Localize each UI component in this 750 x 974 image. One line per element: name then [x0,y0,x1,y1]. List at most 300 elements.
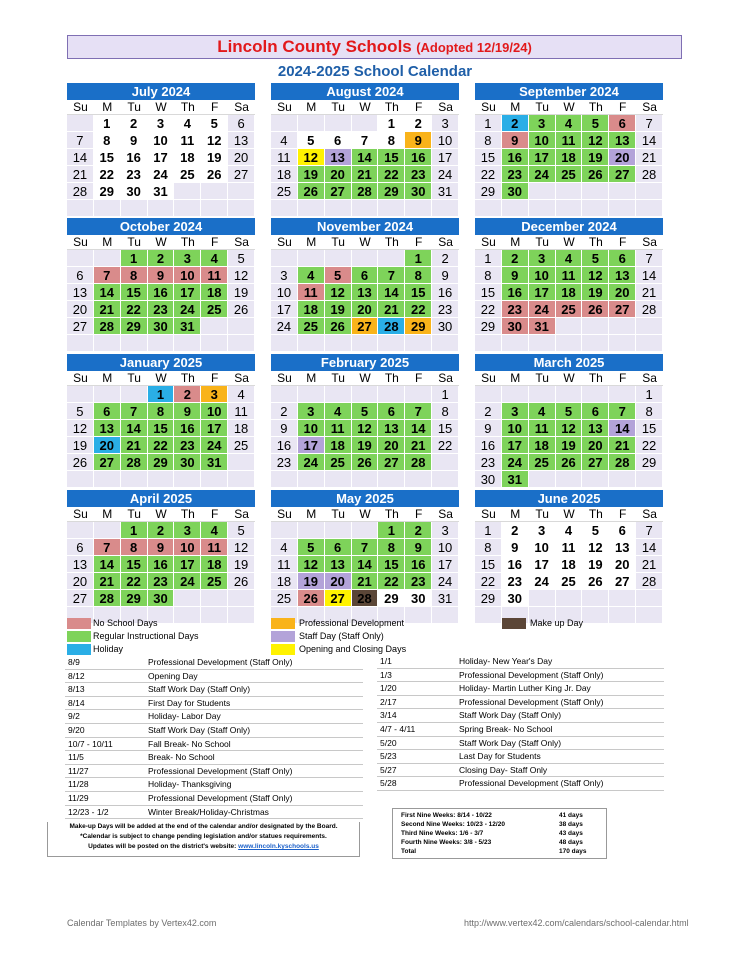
day-cell: 20 [609,556,636,573]
event-row [65,751,363,765]
day-cell: 7 [609,403,636,420]
day-cell: 5 [228,250,255,267]
day-cell: 6 [582,403,609,420]
day-cell: 13 [325,149,352,166]
day-cell: 9 [432,267,459,284]
empty-cell [148,471,175,488]
weekday-header: Su [67,507,94,522]
month-grid [475,100,663,217]
empty-cell [556,183,583,200]
day-cell: 5 [298,539,325,556]
day-cell: 20 [228,149,255,166]
day-cell: 28 [352,590,379,607]
day-cell: 7 [378,267,405,284]
empty-cell [271,250,298,267]
day-cell: 2 [271,403,298,420]
day-cell: 1 [475,522,502,539]
event-row [65,710,363,724]
makeup-note [47,822,360,857]
event-row [377,696,664,710]
day-cell: 22 [378,166,405,183]
day-cell: 23 [271,454,298,471]
empty-cell [201,318,228,335]
weekday-header: Th [582,235,609,250]
day-cell: 7 [67,132,94,149]
day-cell: 17 [529,149,556,166]
month-calendar [271,218,459,352]
weekday-header: M [502,235,529,250]
day-cell: 12 [298,556,325,573]
period-label: Fourth Nine Weeks: 3/8 - 5/23 [401,839,492,846]
day-cell: 20 [609,284,636,301]
event-row [65,765,363,779]
day-cell: 25 [271,183,298,200]
day-cell: 11 [325,420,352,437]
day-cell: 2 [502,250,529,267]
day-cell: 3 [271,267,298,284]
weekday-header: W [556,371,583,386]
weekday-header: Tu [529,235,556,250]
day-cell: 14 [67,149,94,166]
event-date: 8/13 [68,684,85,695]
day-cell: 3 [529,115,556,132]
empty-cell [636,200,663,217]
day-cell: 8 [94,132,121,149]
events-left-list [65,656,365,821]
weekday-header: Tu [529,371,556,386]
day-cell: 11 [174,132,201,149]
weekday-header: Su [271,507,298,522]
day-cell: 16 [148,556,175,573]
month-title: April 2025 [67,490,255,507]
day-cell: 27 [378,454,405,471]
empty-cell [582,335,609,352]
weekday-header: Th [378,100,405,115]
day-cell: 7 [121,403,148,420]
day-cell: 24 [432,166,459,183]
day-cell: 30 [174,454,201,471]
day-cell: 10 [432,132,459,149]
day-cell: 16 [502,149,529,166]
empty-cell [502,386,529,403]
day-cell: 28 [94,590,121,607]
adopted-date: (Adopted 12/19/24) [416,40,532,55]
day-cell: 7 [636,250,663,267]
event-date: 9/20 [68,725,85,735]
empty-cell [556,471,583,488]
event-date: 3/14 [380,710,397,721]
day-cell: 3 [432,115,459,132]
event-row [65,697,363,711]
day-cell: 12 [228,267,255,284]
day-cell: 8 [475,539,502,556]
empty-cell [228,200,255,217]
day-cell: 23 [148,573,175,590]
day-cell: 15 [432,420,459,437]
day-cell: 18 [228,420,255,437]
day-cell: 24 [298,454,325,471]
weekday-header: M [94,100,121,115]
day-cell: 22 [378,573,405,590]
day-cell: 19 [201,149,228,166]
day-cell: 14 [636,267,663,284]
day-cell: 4 [556,115,583,132]
empty-cell [174,335,201,352]
empty-cell [582,318,609,335]
month-grid [67,235,255,352]
day-cell: 12 [201,132,228,149]
day-cell: 9 [405,539,432,556]
day-cell: 28 [636,301,663,318]
day-cell: 16 [502,284,529,301]
day-cell: 24 [529,166,556,183]
event-row [377,750,664,764]
period-days: 41 days [559,812,583,819]
weekday-header: M [298,100,325,115]
day-cell: 13 [582,420,609,437]
day-cell: 6 [609,115,636,132]
day-cell: 31 [148,183,175,200]
weekday-header: Th [174,100,201,115]
day-cell: 20 [378,437,405,454]
day-cell: 21 [609,437,636,454]
day-cell: 15 [94,149,121,166]
empty-cell [298,250,325,267]
weekday-header: Th [582,371,609,386]
day-cell: 12 [556,420,583,437]
weekday-header: Tu [325,371,352,386]
month-grid [475,235,663,352]
month-calendar [67,83,255,217]
day-cell: 30 [121,183,148,200]
weekday-header: Th [582,100,609,115]
weekday-header: F [609,371,636,386]
period-label: First Nine Weeks: 8/14 - 10/22 [401,812,492,819]
empty-cell [67,115,94,132]
day-cell: 13 [325,556,352,573]
month-calendar [475,490,663,624]
event-date: 11/28 [68,779,89,790]
day-cell: 4 [556,250,583,267]
event-description: Last Day for Students [459,751,541,762]
event-description: Staff Work Day (Staff Only) [148,725,251,735]
empty-cell [94,250,121,267]
event-description: Winter Break/Holiday-Christmas [148,806,269,817]
empty-cell [228,590,255,607]
makeup-swatch [502,618,526,629]
day-cell: 6 [94,403,121,420]
empty-cell [325,200,352,217]
day-cell: 4 [556,522,583,539]
day-cell: 12 [67,420,94,437]
empty-cell [228,318,255,335]
day-cell: 15 [475,284,502,301]
day-cell: 7 [636,522,663,539]
day-cell: 15 [148,420,175,437]
day-cell: 1 [121,250,148,267]
empty-cell [94,200,121,217]
empty-cell [201,335,228,352]
empty-cell [121,386,148,403]
weekday-header: Sa [432,507,459,522]
day-cell: 3 [502,403,529,420]
weekday-header: M [94,371,121,386]
month-title: October 2024 [67,218,255,235]
empty-cell [556,318,583,335]
day-cell: 18 [556,556,583,573]
event-row [377,737,664,751]
weekday-header: Sa [228,235,255,250]
day-cell: 27 [67,590,94,607]
month-calendar [67,218,255,352]
month-title: June 2025 [475,490,663,507]
empty-cell [432,471,459,488]
weekday-header: Sa [432,100,459,115]
day-cell: 13 [67,284,94,301]
weekday-header: Tu [529,507,556,522]
day-cell: 24 [201,437,228,454]
period-days: 43 days [559,830,583,837]
empty-cell [636,183,663,200]
event-description: Holiday- Thanksgiving [148,779,232,790]
weekday-header: W [556,507,583,522]
event-date: 1/20 [380,683,397,694]
empty-cell [174,590,201,607]
month-grid [271,371,459,488]
weekday-header: Sa [636,507,663,522]
event-row [377,669,664,683]
event-description: Staff Work Day (Staff Only) [148,684,251,695]
empty-cell [325,115,352,132]
day-cell: 11 [228,403,255,420]
professional-development-swatch [271,618,295,629]
empty-cell [67,335,94,352]
staff-day-swatch [271,631,295,642]
weekday-header: M [298,507,325,522]
day-cell: 2 [405,115,432,132]
event-date: 1/3 [380,669,392,680]
day-cell: 30 [405,183,432,200]
day-cell: 23 [502,301,529,318]
day-cell: 17 [298,437,325,454]
day-cell: 26 [228,573,255,590]
day-cell: 21 [636,149,663,166]
event-row [377,764,664,778]
weekday-header: Su [475,371,502,386]
month-grid [475,371,663,488]
weekday-header: Tu [121,371,148,386]
day-cell: 9 [475,420,502,437]
weekday-header: W [148,100,175,115]
day-cell: 3 [148,115,175,132]
day-cell: 19 [228,284,255,301]
day-cell: 25 [556,301,583,318]
day-cell: 19 [556,437,583,454]
event-date: 8/9 [68,657,80,667]
day-cell: 29 [121,318,148,335]
day-cell: 4 [271,132,298,149]
nine-weeks-row [397,838,602,847]
empty-cell [609,590,636,607]
day-cell: 1 [378,522,405,539]
day-cell: 13 [352,284,379,301]
empty-cell [378,471,405,488]
day-cell: 1 [378,115,405,132]
month-title: February 2025 [271,354,459,371]
day-cell: 29 [378,183,405,200]
empty-cell [201,471,228,488]
day-cell: 18 [556,284,583,301]
day-cell: 28 [67,183,94,200]
footer-right[interactable]: http://www.vertex42.com/calendars/school-calendar.html [464,918,689,928]
day-cell: 21 [121,437,148,454]
empty-cell [298,200,325,217]
day-cell: 21 [94,573,121,590]
day-cell: 22 [94,166,121,183]
weekday-header: Th [378,235,405,250]
empty-cell [94,522,121,539]
weekday-header: M [298,235,325,250]
day-cell: 8 [405,267,432,284]
empty-cell [405,386,432,403]
day-cell: 18 [556,149,583,166]
legend-holiday: Holiday [93,644,124,654]
day-cell: 4 [201,250,228,267]
note-line-3-text: Updates will be posted on the district's website: [88,843,237,850]
day-cell: 18 [325,437,352,454]
day-cell: 11 [271,149,298,166]
weekday-header: Sa [228,507,255,522]
weekday-header: M [502,371,529,386]
day-cell: 21 [405,437,432,454]
weekday-header: Th [582,507,609,522]
day-cell: 22 [405,301,432,318]
day-cell: 17 [174,284,201,301]
empty-cell [298,335,325,352]
day-cell: 4 [201,522,228,539]
day-cell: 6 [228,115,255,132]
day-cell: 19 [298,166,325,183]
day-cell: 15 [475,149,502,166]
empty-cell [228,183,255,200]
day-cell: 8 [636,403,663,420]
empty-cell [405,200,432,217]
day-cell: 2 [121,115,148,132]
empty-cell [378,250,405,267]
month-grid [271,235,459,352]
day-cell: 16 [121,149,148,166]
empty-cell [94,335,121,352]
empty-cell [432,200,459,217]
day-cell: 16 [405,149,432,166]
event-row [377,655,664,669]
weekday-header: Th [174,235,201,250]
legend-professional-development: Professional Development [299,618,405,628]
day-cell: 23 [148,301,175,318]
weekday-header: Su [271,235,298,250]
empty-cell [378,335,405,352]
month-grid [67,371,255,488]
day-cell: 11 [201,539,228,556]
day-cell: 23 [174,437,201,454]
event-date: 11/5 [68,752,84,763]
empty-cell [325,335,352,352]
day-cell: 30 [475,471,502,488]
month-title: March 2025 [475,354,663,371]
day-cell: 27 [352,318,379,335]
day-cell: 19 [582,556,609,573]
empty-cell [609,386,636,403]
day-cell: 4 [325,403,352,420]
footer-left[interactable]: Calendar Templates by Vertex42.com [67,918,217,928]
day-cell: 15 [121,556,148,573]
day-cell: 19 [582,149,609,166]
weekday-header: Su [475,100,502,115]
day-cell: 2 [148,250,175,267]
empty-cell [529,590,556,607]
event-date: 5/20 [380,737,397,748]
event-date: 5/28 [380,778,397,789]
month-grid [271,100,459,217]
month-title: May 2025 [271,490,459,507]
day-cell: 24 [148,166,175,183]
day-cell: 11 [271,556,298,573]
day-cell: 22 [475,301,502,318]
weekday-header: W [352,507,379,522]
day-cell: 23 [432,301,459,318]
weekday-header: F [405,507,432,522]
weekday-header: Sa [228,100,255,115]
day-cell: 3 [174,522,201,539]
day-cell: 10 [271,284,298,301]
day-cell: 27 [228,166,255,183]
day-cell: 4 [529,403,556,420]
day-cell: 30 [405,590,432,607]
day-cell: 18 [271,166,298,183]
day-cell: 28 [378,318,405,335]
day-cell: 13 [228,132,255,149]
weekday-header: F [609,100,636,115]
day-cell: 16 [432,284,459,301]
day-cell: 2 [475,403,502,420]
day-cell: 23 [405,166,432,183]
empty-cell [298,115,325,132]
day-cell: 20 [609,149,636,166]
day-cell: 20 [352,301,379,318]
day-cell: 16 [174,420,201,437]
day-cell: 19 [325,301,352,318]
weekday-header: F [405,235,432,250]
day-cell: 28 [636,166,663,183]
event-date: 4/7 - 4/11 [380,724,416,734]
day-cell: 26 [325,318,352,335]
day-cell: 12 [228,539,255,556]
empty-cell [582,386,609,403]
day-cell: 19 [228,556,255,573]
day-cell: 9 [405,132,432,149]
day-cell: 20 [67,573,94,590]
day-cell: 7 [352,132,379,149]
legend-instructional: Regular Instructional Days [93,631,199,641]
day-cell: 21 [636,284,663,301]
empty-cell [67,386,94,403]
legend-opening-closing: Opening and Closing Days [299,644,407,654]
event-row [65,683,363,697]
day-cell: 19 [67,437,94,454]
weekday-header: W [148,371,175,386]
district-website-link[interactable]: www.lincoln.kyschools.us [238,843,319,850]
day-cell: 28 [636,573,663,590]
